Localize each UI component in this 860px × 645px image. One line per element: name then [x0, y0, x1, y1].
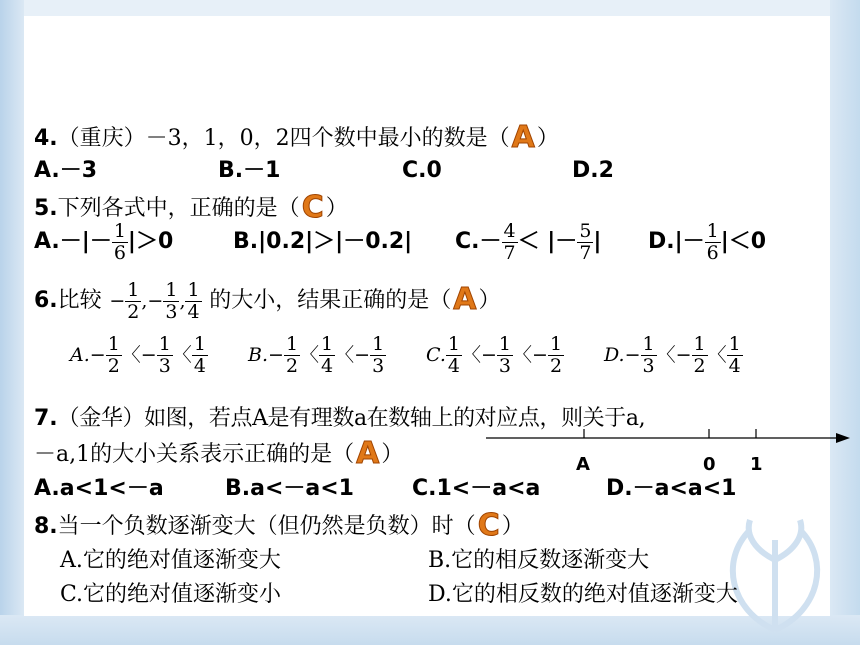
question-8	[34, 508, 524, 543]
q8-number: 8.	[34, 514, 58, 539]
q7-answer: A	[356, 436, 380, 471]
q7-text-line-2	[34, 436, 404, 471]
q5-number: 5.	[34, 196, 58, 221]
number-line-label-a: A	[576, 454, 590, 475]
q4-answer: A	[511, 120, 535, 155]
q7-text-2: －a,1的大小关系表示正确的是（	[34, 442, 355, 467]
decorative-watermark	[700, 500, 850, 640]
q4-option-c: C.0	[402, 158, 442, 183]
q5-option-c: C.－ $\frac{4}{7}$ ＜ |－ $\frac{5}{7}$ |	[455, 219, 602, 264]
q6-option-a: A.− $\frac{1}{2}$ 〈− $\frac{1}{3}$ 〈 $\frac{1}{4}$	[70, 332, 206, 377]
q6-answer: A	[453, 282, 477, 317]
q7-option-c: C.1<－a<a	[412, 476, 541, 501]
number-line-label-0: 0	[703, 454, 716, 475]
q5-answer: C	[301, 190, 324, 225]
q8-option-a: A.它的绝对值逐渐变大	[60, 548, 281, 573]
fraction: $\frac{1}{6}$	[706, 219, 719, 264]
q8-option-d: D.它的相反数的绝对值逐渐变大	[428, 582, 738, 607]
q8-answer: C	[477, 508, 500, 543]
q7-text-1: （金华）如图，若点A是有理数a在数轴上的对应点，则关于a,	[57, 406, 646, 431]
q4-option-b: B.－1	[218, 158, 281, 183]
q8-close: ）	[501, 514, 524, 539]
q6-number: 6.	[34, 288, 58, 313]
q5-option-d: D.|－ $\frac{1}{6}$ |＜0	[648, 219, 767, 264]
fraction: $\frac{1}{3}$	[165, 278, 178, 323]
q8-option-c: C.它的绝对值逐渐变小	[60, 582, 282, 607]
q5-option-a: A.－|－ $\frac{1}{6}$ |＞0	[34, 219, 174, 264]
q7-option-b: B.a<－a<1	[225, 476, 354, 501]
q6-text-2: 的大小，结果正确的是（	[209, 288, 452, 313]
fraction: $\frac{1}{6}$	[113, 219, 126, 264]
q7-option-a: A.a<1<－a	[34, 476, 164, 501]
q5-close: ）	[325, 196, 348, 221]
q4-text: （重庆）－3，1，0，2四个数中最小的数是（	[57, 126, 510, 151]
q7-option-d: D.－a<a<1	[606, 476, 737, 501]
q5-text: 下列各式中，正确的是（	[57, 196, 300, 221]
question-6: 6.比较 − $\frac{1}{2}$ ,− $\frac{1}{3}$ , $\frac{1}{4}$ 的大小，结果正确的是（A）	[34, 278, 501, 323]
q6-option-c: C. $\frac{1}{4}$ 〈− $\frac{1}{3}$ 〈− $\frac{1}{2}$	[426, 332, 563, 377]
q7-close: ）	[381, 442, 404, 467]
q6-option-b: B.− $\frac{1}{2}$ 〈 $\frac{1}{4}$ 〈− $\frac{1}{3}$	[248, 332, 385, 377]
fraction: $\frac{4}{7}$	[503, 219, 516, 264]
q8-text: 当一个负数逐渐变大（但仍然是负数）时（	[57, 514, 476, 539]
question-4	[34, 120, 559, 155]
fraction: $\frac{1}{2}$	[127, 278, 140, 323]
number-line	[480, 424, 852, 484]
number-line-arrow	[836, 433, 850, 443]
q4-number: 4.	[34, 126, 58, 151]
q6-option-d: D.− $\frac{1}{3}$ 〈− $\frac{1}{2}$ 〈 $\frac{1}{4}$	[604, 332, 741, 377]
q7-number: 7.	[34, 406, 58, 431]
q4-option-a: A.－3	[34, 158, 98, 183]
q6-close: ）	[478, 288, 501, 313]
q4-option-d: D.2	[572, 158, 614, 183]
fraction: $\frac{1}{4}$	[187, 278, 200, 323]
background-left-band	[0, 0, 24, 645]
q4-close: ）	[536, 126, 559, 151]
q6-text-1: 比较	[57, 288, 102, 313]
fraction: $\frac{5}{7}$	[579, 219, 592, 264]
q8-option-b: B.它的相反数逐渐变大	[428, 548, 650, 573]
q5-option-b: B.|0.2|＞|－0.2|	[233, 229, 413, 254]
number-line-label-1: 1	[750, 454, 763, 475]
